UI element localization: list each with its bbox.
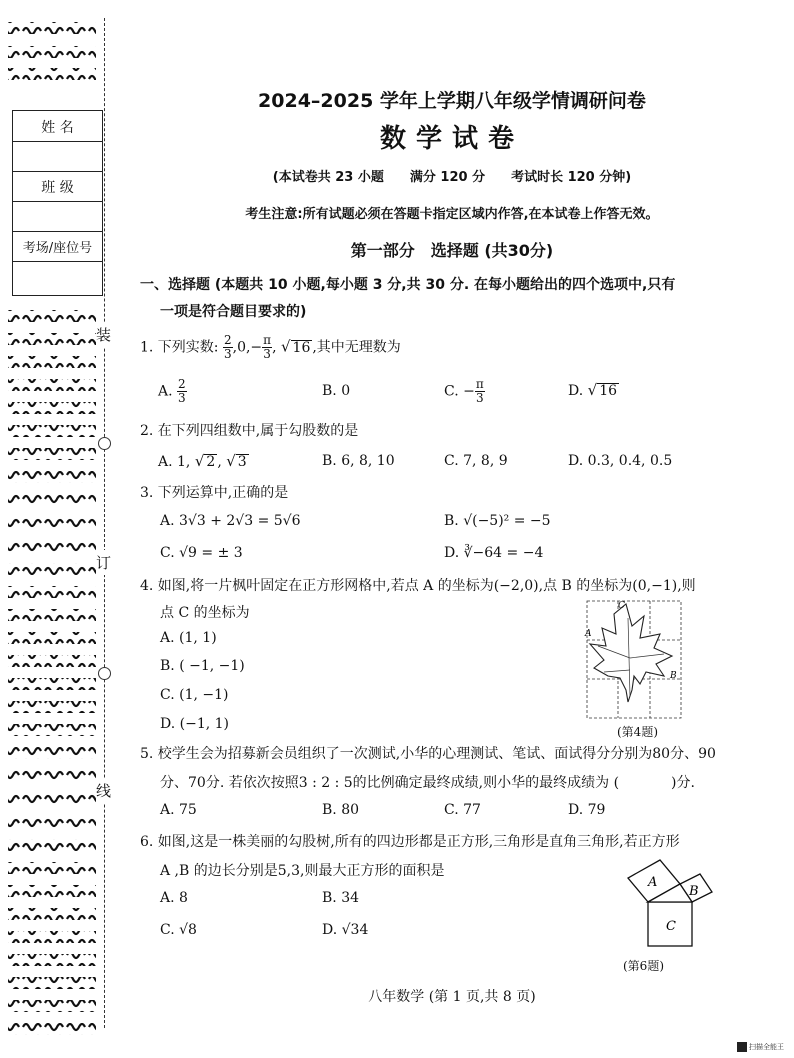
point-b-label: B: [670, 671, 677, 681]
q3-option-c: C. √9 = ± 3: [160, 545, 243, 561]
q3-option-d: D. ∛−64 = −4: [444, 545, 544, 561]
q1-option-a: A. $\frac{2}{3}$: [158, 377, 186, 405]
question-3-stem: 3. 下列运算中,正确的是: [140, 485, 289, 501]
q4-option-b: B. ( −1, −1): [160, 658, 245, 674]
info-divider: [13, 141, 102, 142]
q4-figure-caption: (第4题): [617, 725, 658, 739]
question-1-stem: 1. 下列实数: $\frac{2}{3}$ ,0,− $\frac{\pi}{3}$ , √ 16 ,其中无理数为: [140, 333, 401, 361]
q6-option-c: C. √8: [160, 922, 197, 938]
q2-option-c: C. 7, 8, 9: [444, 453, 508, 469]
question-4-line2: 点 C 的坐标为: [160, 605, 250, 621]
point-c-label: C: [618, 601, 625, 611]
binding-dashed-line: [104, 18, 105, 1028]
q4-option-c: C. (1, −1): [160, 687, 229, 703]
binding-hole: [98, 667, 111, 680]
q4-maple-leaf-figure: [584, 598, 684, 722]
question-5-line2: 分、70分. 若依次按照3 : 2 : 5的比例确定最终成绩,则小华的最终成绩为 ( )分.: [160, 775, 695, 791]
q1-radicand: 16: [292, 339, 311, 356]
binding-mark-xian: 线: [96, 778, 111, 803]
point-a-label: A: [585, 629, 592, 639]
q4-option-d: D. (−1, 1): [160, 716, 229, 732]
section-instructions-line1: 一、选择题 (本题共 10 小题,每小题 3 分,共 30 分. 在每小题给出的四个选项中,只有: [140, 277, 676, 293]
q1-option-d: D. √ 16: [568, 381, 618, 399]
radical-sign: √: [280, 337, 291, 356]
info-divider: [13, 201, 102, 202]
class-label: 班 级: [41, 180, 74, 196]
q2-option-b: B. 6, 8, 10: [322, 453, 395, 469]
square-b-label: B: [689, 884, 699, 899]
page-footer: 八年数学 (第 1 页,共 8 页): [368, 989, 536, 1005]
binding-hole: [98, 437, 111, 450]
q2-option-a: A. 1, √ 2 , √ 3: [158, 452, 247, 470]
q1-frac-pi-3: $\frac{\pi}{3}$: [263, 333, 272, 361]
exam-title: 2024–2025 学年上学期八年级学情调研问卷: [258, 90, 646, 112]
info-divider: [13, 231, 102, 232]
binding-mark-ding: 订: [96, 550, 111, 575]
question-2-stem: 2. 在下列四组数中,属于勾股数的是: [140, 423, 359, 439]
qr-code-icon: [737, 1042, 747, 1052]
info-divider: [13, 261, 102, 262]
exam-info: (本试卷共 23 小题 满分 120 分 考试时长 120 分钟): [272, 170, 632, 185]
section-instructions-line2: 一项是符合题目要求的): [160, 304, 307, 320]
exam-subject: 数学试卷: [379, 124, 524, 154]
square-c-label: C: [666, 919, 676, 934]
q5-option-b: B. 80: [322, 802, 360, 818]
q1-option-c: C. − $\frac{\pi}{3}$: [444, 377, 484, 405]
q6-option-a: A. 8: [160, 890, 188, 906]
seat-label: 考场/座位号: [22, 241, 93, 256]
q4-option-a: A. (1, 1): [160, 630, 217, 646]
name-label: 姓 名: [41, 120, 74, 136]
q1-option-b: B. 0: [322, 383, 351, 399]
q6-figure-caption: (第6题): [623, 959, 664, 973]
q1-prefix: 1. 下列实数:: [140, 339, 219, 356]
q6-option-d: D. √34: [322, 922, 369, 938]
q6-pythagoras-tree-figure: [622, 856, 722, 956]
scanner-watermark: 扫描全能王: [737, 1042, 784, 1052]
q3-option-b: B. √(−5)² = −5: [444, 513, 551, 529]
maple-leaf-shape: [590, 604, 672, 702]
exam-notice: 考生注意:所有试题必须在答题卡指定区域内作答,在本试卷上作答无效。: [245, 207, 659, 222]
student-info-box: [12, 110, 103, 296]
q5-option-d: D. 79: [568, 802, 606, 818]
q5-option-c: C. 77: [444, 802, 481, 818]
question-4-line1: 4. 如图,将一片枫叶固定在正方形网格中,若点 A 的坐标为(−2,0),点 B 的坐标为(0,−1),则: [140, 578, 696, 594]
q2-option-d: D. 0.3, 0.4, 0.5: [568, 453, 673, 469]
binding-mark-zhuang: 装: [96, 322, 111, 347]
info-divider: [13, 171, 102, 172]
q5-option-a: A. 75: [160, 802, 197, 818]
q6-option-b: B. 34: [322, 890, 360, 906]
question-6-line2: A ,B 的边长分别是5,3,则最大正方形的面积是: [160, 863, 445, 879]
question-6-line1: 6. 如图,这是一株美丽的勾股树,所有的四边形都是正方形,三角形是直角三角形,若正方形: [140, 834, 680, 850]
q1-frac-2-3: $\frac{2}{3}$: [223, 333, 232, 361]
question-5-line1: 5. 校学生会为招募新会员组织了一次测试,小华的心理测试、笔试、面试得分分别为80分、90: [140, 746, 716, 762]
part-heading: 第一部分 选择题 (共30分): [350, 241, 554, 260]
q3-option-a: A. 3√3 + 2√3 = 5√6: [160, 513, 301, 529]
square-a-label: A: [648, 875, 658, 890]
